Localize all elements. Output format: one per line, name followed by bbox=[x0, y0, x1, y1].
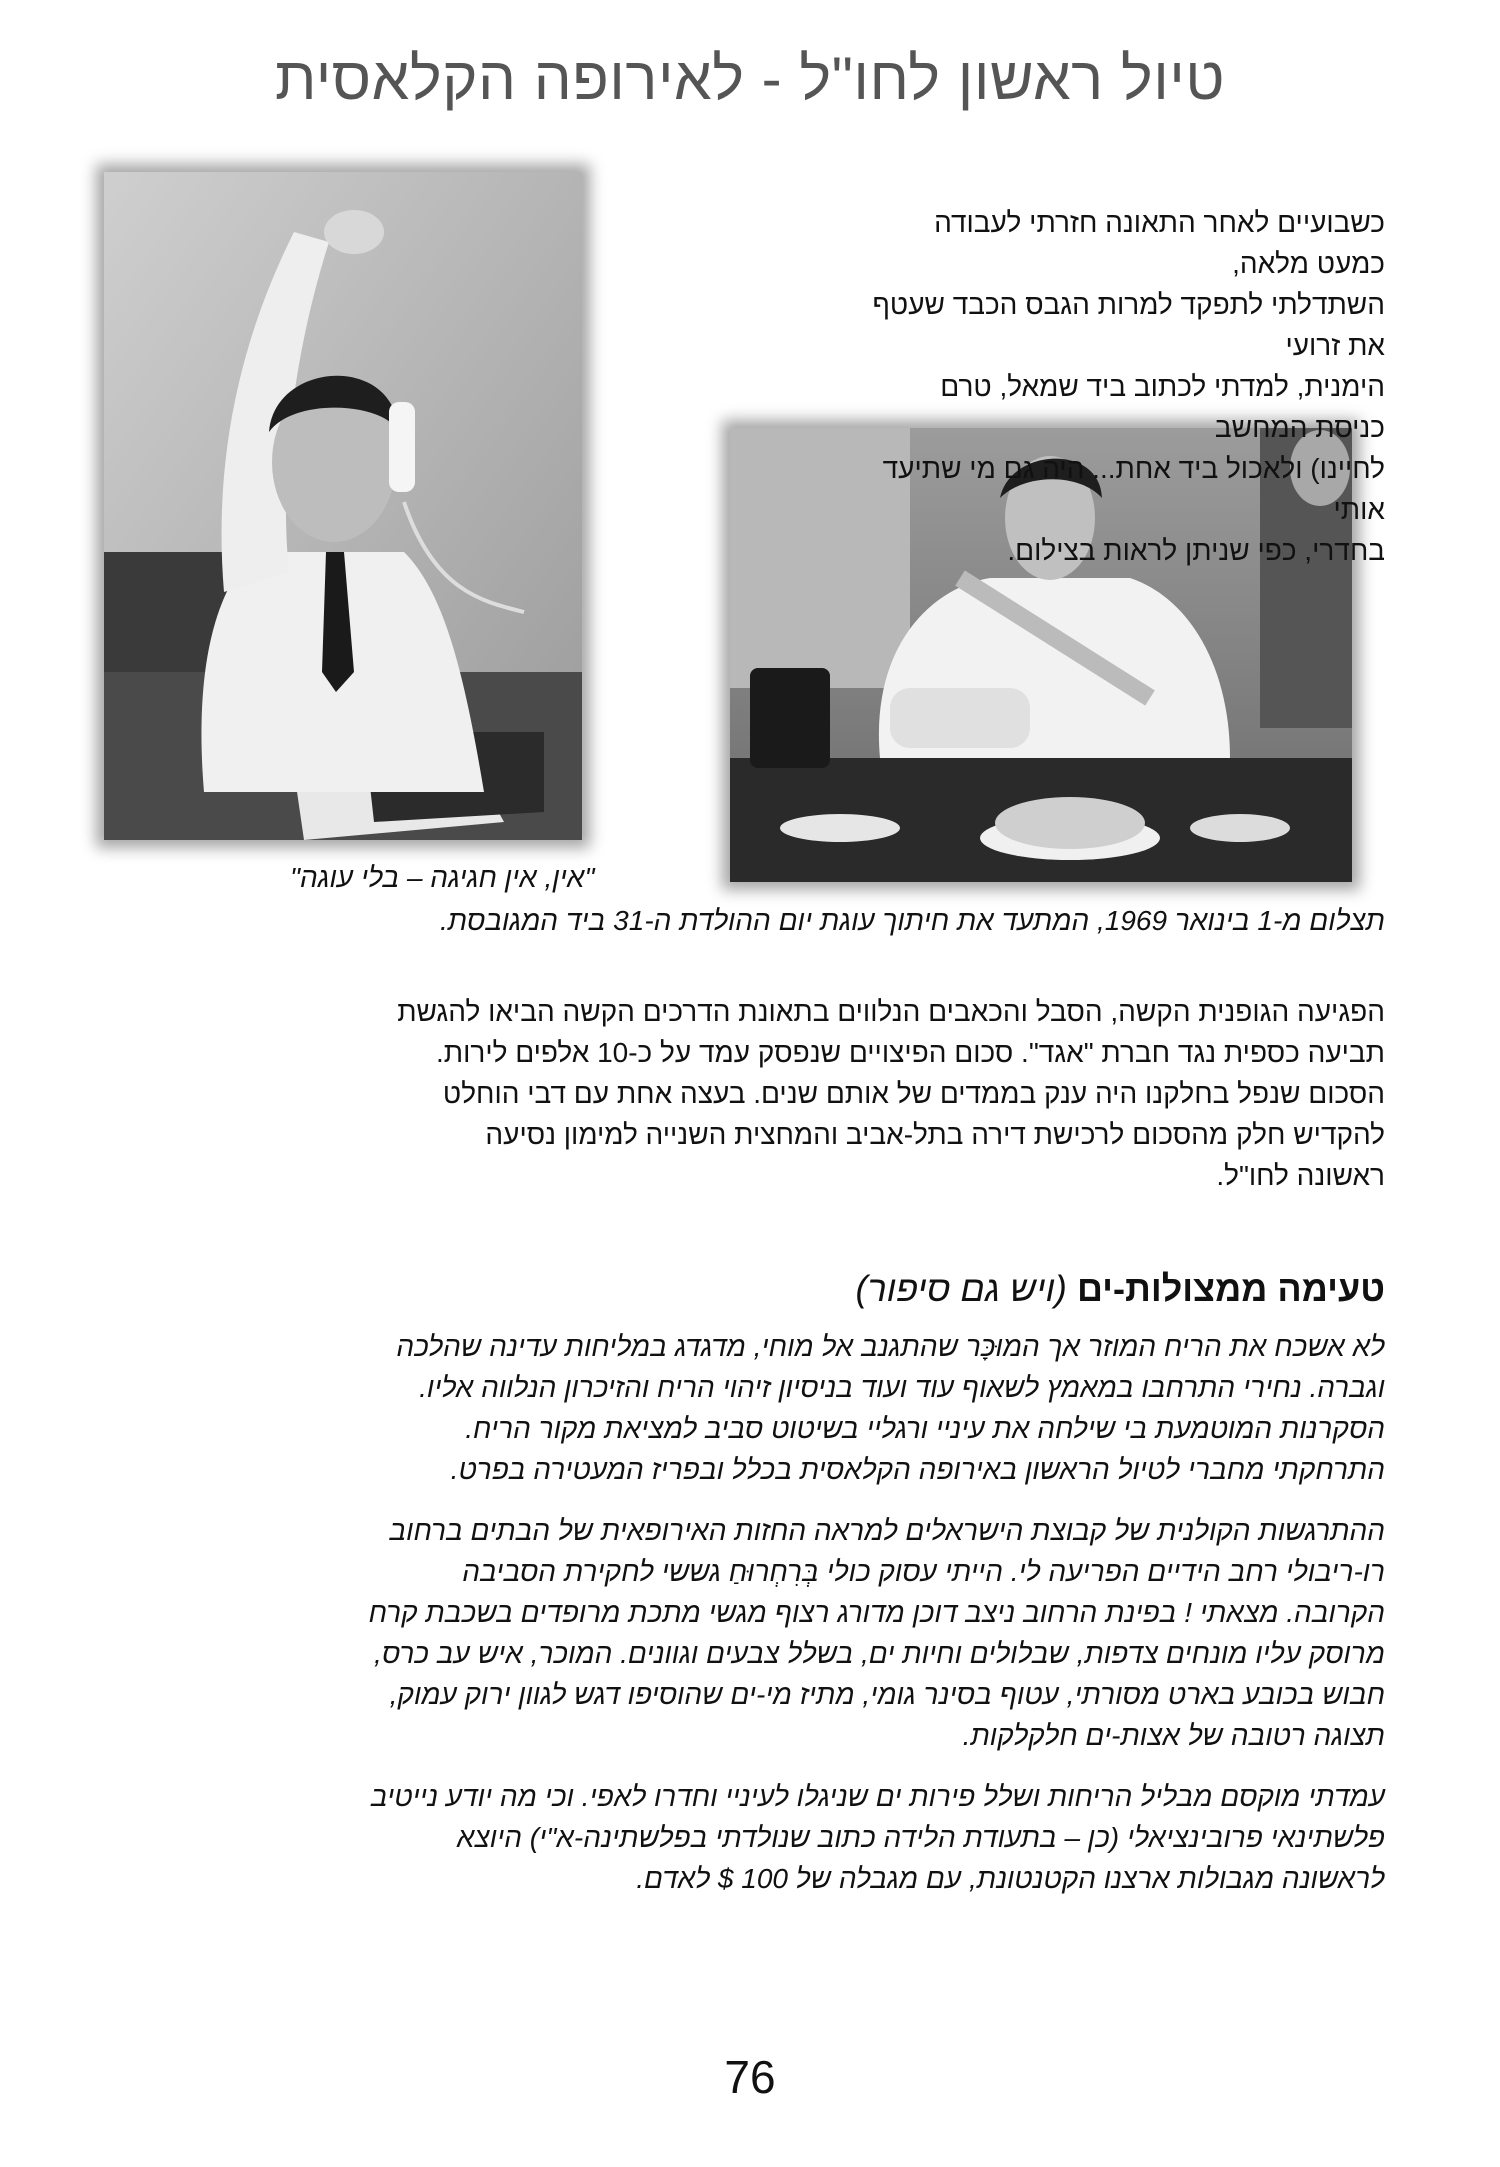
story-line: ההתרגשות הקולנית של קבוצת הישראלים למראה החזות האירופאית של הבתים ברחוב bbox=[389, 1515, 1385, 1546]
compensation-paragraph bbox=[135, 991, 1385, 1196]
story-line: לראשונה מגבולות ארצנו הקטנטונת, עם מגבלה של 100 $ לאדם. bbox=[636, 1863, 1385, 1894]
photo-man-on-phone bbox=[104, 172, 582, 840]
photo-caption: תצלום מ-1 בינואר 1969, המתעד את חיתוך עוגת יום ההולדת ה-31 ביד המגובסת. bbox=[440, 905, 1385, 936]
body-line: הפגיעה הגופנית הקשה, הסבל והכאבים הנלווים בתאונת הדרכים הקשה הביאו להגשת bbox=[397, 996, 1385, 1027]
story-paragraph-1 bbox=[135, 1326, 1385, 1490]
intro-line: הימנית, למדתי לכתוב ביד שמאל, טרם כניסת המחשב bbox=[940, 371, 1385, 443]
story-line: וגברה. נחירי התרחבו במאמץ לשאוף עוד ועוד בניסיון זיהוי הריח והזיכרון הנלווה אליו. bbox=[419, 1372, 1385, 1403]
body-line: להקדיש חלק מהסכום לרכישת דירה בתל-אביב והמחצית השנייה למימון נסיעה bbox=[485, 1119, 1385, 1150]
story-line: חבוש בכובע בארט מסורתי, עטוף בסינר גומי, מתיז מי-ים שהוסיפו דגש לגוון ירוק עמוק, bbox=[389, 1679, 1385, 1710]
story-line: הסקרנות המוטמעת בי שילחה את עיניי ורגליי בשיטוט סביב למציאת מקור הריח. bbox=[465, 1413, 1385, 1444]
story-line: התרחקתי מחברי לטיול הראשון באירופה הקלאסית בכלל ובפריז המעטירה בפרט. bbox=[450, 1454, 1385, 1485]
story-line: לא אשכח את הריח המוזר אך המוּכָּר שהתגנב אל מוחי, מדגדג במליחות עדינה שהלכה bbox=[396, 1331, 1385, 1362]
story-line: רו-ריבולי רחב הידיים הפריעה לי. הייתי עסוק כולי בְּרִחְרוּחַ גששי לחקירת הסביבה bbox=[462, 1556, 1385, 1587]
body-line: הסכום שנפל בחלקנו היה ענק בממדים של אותם שנים. בעצה אחת עם דבי הוחלט bbox=[442, 1078, 1385, 1109]
story-line: עמדתי מוקסם מבליל הריחות ושלל פירות ים שניגלו לעיניי וחדרו לאפי. וכי מה יודע נייטיב bbox=[370, 1781, 1385, 1812]
page-title: טיול ראשון לחו"ל - לאירופה הקלאסית bbox=[274, 45, 1226, 112]
story-paragraph-2 bbox=[125, 1510, 1385, 1756]
page-number: 76 bbox=[724, 2051, 776, 2103]
body-line: ראשונה לחו"ל. bbox=[1216, 1160, 1385, 1191]
story-line: הקרובה. מצאתי ! בפינת הרחוב ניצב דוכן מדורג רצוף מגשי מתכת מרופדים בשכבת קרח bbox=[368, 1597, 1385, 1628]
caption-quote: "אין, אין חגיגה – בלי עוגה" bbox=[290, 862, 595, 893]
story-line: מרוסק עליו מונחים צדפות, שבלולים וחיות ים, בשלל צבעים וגוונים. המוכר, איש עב כרס, bbox=[374, 1638, 1385, 1669]
story-paragraph-3 bbox=[125, 1776, 1385, 1899]
body-line: תביעה כספית נגד חברת "אגד". סכום הפיצויים שנפסק עמד על כ-10 אלפים לירות. bbox=[435, 1037, 1385, 1068]
intro-line: כשבועיים לאחר התאונה חזרתי לעבודה כמעט מלאה, bbox=[934, 207, 1385, 279]
story-heading-bold: טעימה ממצולות-ים bbox=[1076, 1268, 1385, 1309]
story-line: תצוגה רטובה של אצות-ים חלקלקות. bbox=[962, 1720, 1385, 1751]
intro-line: לחיינו) ולאכול ביד אחת... היה גם מי שתיעד אותי bbox=[882, 453, 1385, 525]
story-heading bbox=[856, 1268, 1385, 1310]
intro-paragraph bbox=[865, 202, 1385, 571]
intro-line: השתדלתי לתפקד למרות הגבס הכבד שעטף את זרועי bbox=[872, 289, 1385, 361]
story-line: פלשתינאי פרובינציאלי (כן – בתעודת הלידה כתוב שנולדתי בפלשתינה-א"י) היוצא bbox=[456, 1822, 1385, 1853]
story-heading-italic: (ויש גם סיפור) bbox=[855, 1268, 1067, 1309]
intro-line: בחדרי, כפי שניתן לראות בצילום. bbox=[1007, 535, 1385, 566]
